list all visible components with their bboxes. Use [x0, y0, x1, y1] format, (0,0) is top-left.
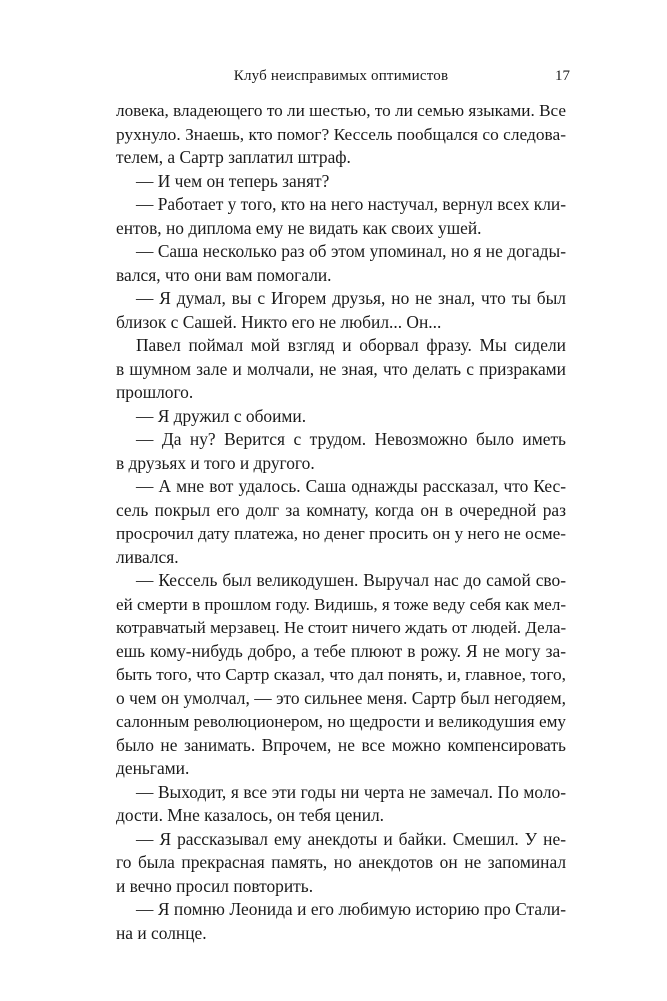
running-title: Клуб неисправимых оптимистов: [233, 68, 449, 84]
text-line: ентов, но диплома ему не видать как своих ушей.: [116, 217, 482, 238]
text-line: — Я дружил с обоими.: [136, 405, 307, 426]
text-line: — Выходит, я все эти годы ни черта не замечал. По моло-: [136, 781, 566, 802]
text-line: — Саша несколько раз об этом упоминал, но я не догады-: [136, 241, 566, 261]
text-line: — А мне вот удалось. Саша однажды рассказал, что Кес-: [136, 476, 566, 496]
text-line: телем, а Сартр заплатил штраф.: [116, 147, 351, 167]
text-line: просрочил дату платежа, но денег просить он у него не осме-: [116, 524, 566, 543]
text-line: Павел поймал мой взгляд и оборвал фразу. Мы сидели: [136, 335, 566, 355]
text-line: в шумном зале и молчали, не зная, что делать с призраками: [116, 358, 566, 379]
text-line: быть того, что Сартр сказал, что дал понять, и, главное, того,: [116, 665, 566, 684]
text-line: прошлого.: [116, 382, 194, 402]
text-line: о чем он умолчал, — это сильнее меня. Сартр был негодяем,: [116, 687, 566, 708]
text-line: ливался.: [116, 546, 179, 567]
text-line: — Кессель был великодушен. Выручал нас до самой сво-: [136, 570, 566, 590]
text-line: ловека, владеющего то ли шестью, то ли семью языками. Все: [116, 101, 566, 120]
text-line: — Работает у того, кто на него настучал, вернул всех кли-: [136, 194, 567, 214]
text-line: на и солнце.: [116, 922, 207, 943]
text-line: дости. Мне казалось, он тебя ценил.: [116, 805, 385, 825]
text-line: вался, что они вам помогали.: [116, 264, 332, 285]
text-line: — И чем он теперь занят?: [136, 170, 330, 191]
text-line: близок с Сашей. Никто его не любил... Он...: [116, 311, 442, 332]
body-text: [116, 99, 566, 945]
text-line: салонным революционером, но щедрости и великодушия ему: [116, 712, 566, 731]
text-line: — Да ну? Верится с трудом. Невозможно было иметь: [136, 429, 566, 449]
text-line: в друзьях и того и другого.: [116, 452, 315, 473]
text-line: ешь кому-нибудь добро, а тебе плюют в рожу. Я не могу за-: [116, 640, 566, 661]
page-number: 17: [555, 68, 570, 84]
text-line: — Я думал, вы с Игорем друзья, но не знал, что ты был: [136, 288, 566, 308]
text-line: деньгами.: [116, 758, 190, 778]
text-line: ей смерти в прошлом году. Видишь, я тоже веду себя как мел-: [116, 594, 566, 614]
text-line: сель покрыл его долг за комнату, когда он в очередной раз: [116, 499, 566, 520]
text-line: рухнуло. Знаешь, кто помог? Кессель пообщался со следова-: [116, 124, 566, 144]
text-line: — Я рассказывал ему анекдоты и байки. Смешил. У не-: [136, 828, 566, 849]
text-line: котравчатый мерзавец. Не стоит ничего ждать от людей. Дела-: [116, 618, 567, 637]
text-line: го была прекрасная память, но анекдотов он не запоминал: [116, 852, 566, 872]
text-line: было не занимать. Впрочем, не все можно компенсировать: [116, 734, 566, 755]
text-line: и вечно просил повторить.: [116, 875, 314, 896]
text-line: — Я помню Леонида и его любимую историю про Стали-: [136, 899, 566, 919]
running-header: [112, 66, 570, 86]
